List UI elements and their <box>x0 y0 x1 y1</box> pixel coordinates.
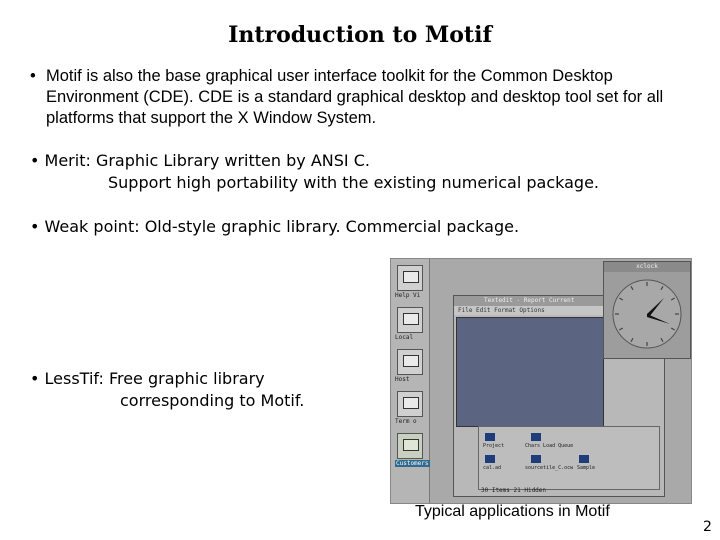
editor-menu-bar: File Edit Format Options <box>454 306 664 315</box>
file-icon <box>579 455 589 463</box>
motif-desktop-screenshot <box>390 258 692 504</box>
terminal-icon <box>397 391 423 417</box>
bullet-symbol: • <box>30 67 36 85</box>
bullet-motif-cde-text: Motif is also the base graphical user interface toolkit for the Common Desktop Environment (CDE). CDE is a standard graphical desktop and desktop tool set for all platforms that support the X Window System. <box>46 67 664 127</box>
bullet-lesstif-line2: corresponding to Motif. <box>120 391 305 410</box>
file-label: Project <box>483 443 505 449</box>
page-number: 2 <box>703 519 712 535</box>
file-icon <box>531 455 541 463</box>
xclock-window <box>603 261 691 359</box>
file-label: cal.ad <box>483 465 502 471</box>
host-terminal-icon <box>397 349 423 375</box>
bullet-merit-line2: Support high portability with the existing numerical package. <box>108 173 600 192</box>
clock-icon <box>608 274 686 354</box>
bullet-weak-point <box>30 216 519 238</box>
file-manager-status: 30 Items 21 Hidden <box>481 487 547 494</box>
cde-front-panel <box>391 259 430 503</box>
bullet-weak-point-line1: • Weak point: Old-style graphic library. Commercial package. <box>30 217 520 236</box>
file-label: Sample <box>577 465 596 471</box>
editor-title-bar: Textedit - Report Current <box>454 296 664 306</box>
dock-label: Host <box>395 376 410 383</box>
xclock-title: xclock <box>604 262 690 272</box>
file-label: Chars Load Queue <box>525 443 574 449</box>
editor-text-area <box>456 317 604 427</box>
dock-label: Local <box>395 334 414 341</box>
dock-label: Customers <box>396 460 429 467</box>
dock-label: Term o <box>395 418 417 425</box>
local-terminal-icon <box>397 307 423 333</box>
file-icon <box>485 455 495 463</box>
bullet-merit-line1: • Merit: Graphic Library written by ANSI C. <box>30 151 370 170</box>
customers-icon <box>397 433 423 459</box>
help-viewer-icon <box>397 265 423 291</box>
screenshot-caption: Typical applications in Motif <box>415 503 610 520</box>
file-manager-pane <box>478 426 660 490</box>
file-label: sourcetile_C.ocw <box>525 465 574 471</box>
bullet-motif-cde <box>30 66 690 129</box>
folder-icon <box>485 433 495 441</box>
dock-label: Help Vi <box>395 292 421 299</box>
slide-title: Introduction to Motif <box>228 22 492 48</box>
bullet-merit <box>30 150 599 194</box>
bullet-lesstif-line1: • LessTif: Free graphic library <box>30 369 265 388</box>
folder-icon <box>531 433 541 441</box>
bullet-lesstif <box>30 368 304 412</box>
